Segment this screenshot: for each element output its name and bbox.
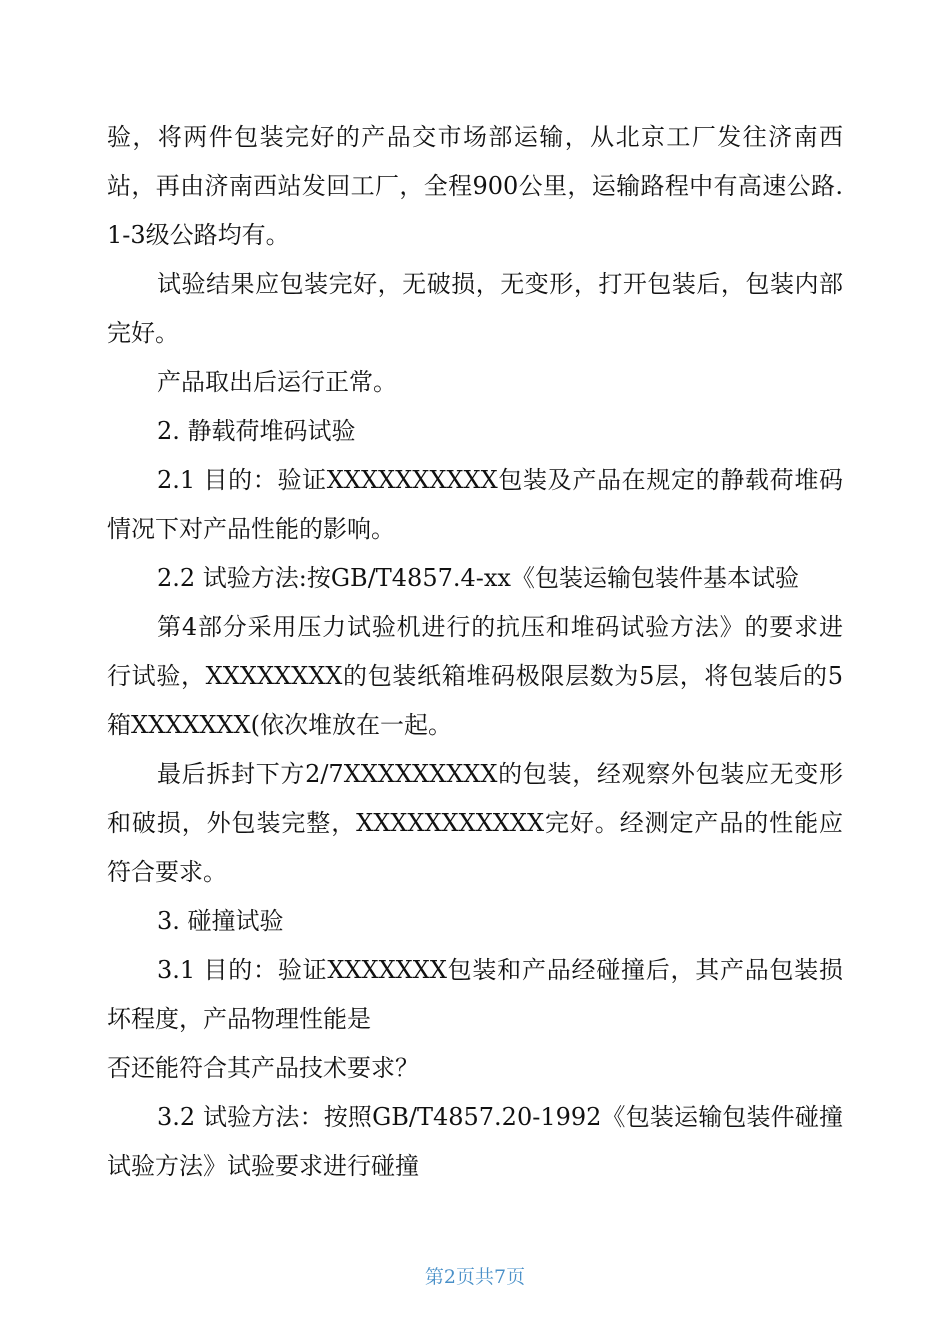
paragraph-product-normal: 产品取出后运行正常。 xyxy=(157,368,397,396)
paragraph-collision-purpose-cont: 否还能符合其产品技术要求？ xyxy=(107,1054,419,1082)
section-heading-collision: 3. 碰撞试验 xyxy=(157,907,284,935)
paragraph-collision-method: 3.2 试验方法：按照GB/T4857.20-1992《包装运输包装件碰撞试验方法》试验要求进行碰撞 xyxy=(107,1103,843,1180)
paragraph-collision-purpose: 3.1 目的：验证XXXXXXX包装和产品经碰撞后，其产品包装损坏程度，产品物理性能是 xyxy=(107,956,843,1033)
paragraph-static-load-result: 最后拆封下方2/7XXXXXXXXX的包装，经观察外包装应无变形和破损，外包装完整，XXXXXXXXXXX完好。经测定产品的性能应符合要求。 xyxy=(107,760,843,886)
document-body xyxy=(107,113,843,1191)
paragraph-static-load-purpose: 2.1 目的：验证XXXXXXXXXX包装及产品在规定的静载荷堆码情况下对产品性能的影响。 xyxy=(107,466,843,543)
paragraph-transport-test: 验，将两件包装完好的产品交市场部运输，从北京工厂发往济南西站，再由济南西站发回工厂，全程900公里，运输路程中有高速公路.1-3级公路均有。 xyxy=(107,123,843,249)
section-heading-static-load: 2. 静载荷堆码试验 xyxy=(157,417,356,445)
paragraph-static-load-method-cont: 第4部分采用压力试验机进行的抗压和堆码试验方法》的要求进行试验，XXXXXXXX的包装纸箱堆码极限层数为5层，将包装后的5箱XXXXXXX(依次堆放在一起。 xyxy=(107,613,843,739)
page-number-footer: 第2页共7页 xyxy=(424,1266,526,1288)
paragraph-transport-result: 试验结果应包装完好，无破损，无变形，打开包装后，包装内部完好。 xyxy=(107,270,843,347)
paragraph-static-load-method: 2.2 试验方法:按GB/T4857.4-xx《包装运输包装件基本试验 xyxy=(157,564,799,592)
